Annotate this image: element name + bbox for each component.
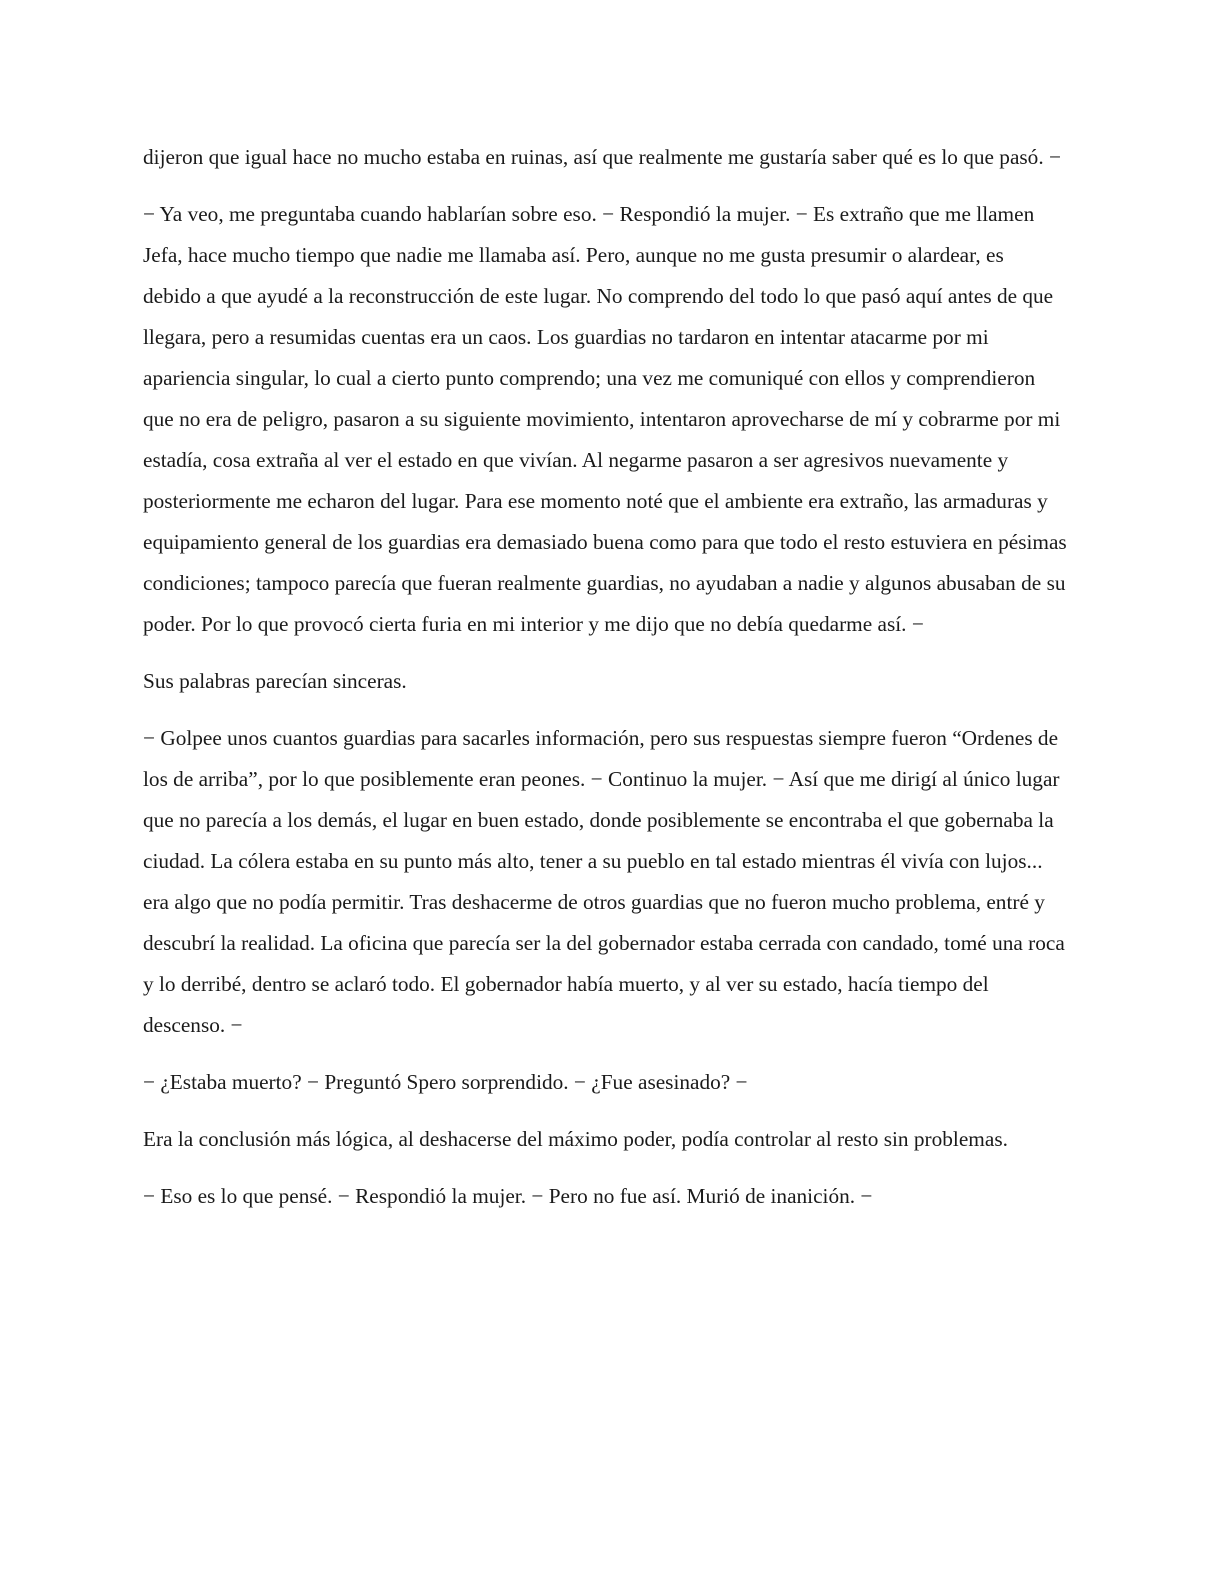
- paragraph: dijeron que igual hace no mucho estaba en ruinas, así que realmente me gustaría saber qué es lo que pasó. −: [143, 145, 1061, 169]
- paragraph: − Ya veo, me preguntaba cuando hablarían sobre eso. − Respondió la mujer. − Es extraño que me llamen Jefa, hace mucho tiempo que nadie me llamaba así. Pero, aunque no me gusta presumir o alardear, es debido a que ayudé a la reconstrucción de este lugar. No comprendo del todo lo que pasó aquí antes de que llegara, pero a resumidas cuentas era un caos. Los guardias no tardaron en intentar atacarme por mi apariencia singular, lo cual a cierto punto comprendo; una vez me comuniqué con ellos y comprendieron que no era de peligro, pasaron a su siguiente movimiento, intentaron aprovecharse de mí y cobrarme por mi estadía, cosa extraña al ver el estado en que vivían. Al negarme pasaron a ser agresivos nuevamente y posteriormente me echaron del lugar. Para ese momento noté que el ambiente era extraño, las armaduras y equipamiento general de los guardias era demasiado buena como para que todo el resto estuviera en pésimas condiciones; tampoco parecía que fueran realmente guardias, no ayudaban a nadie y algunos abusaban de su poder. Por lo que provocó cierta furia en mi interior y me dijo que no debía quedarme así. −: [143, 202, 1067, 636]
- paragraph: Era la conclusión más lógica, al deshacerse del máximo poder, podía controlar al resto sin problemas.: [143, 1127, 1008, 1151]
- document-page: [143, 137, 1067, 1233]
- paragraph: − Eso es lo que pensé. − Respondió la mujer. − Pero no fue así. Murió de inanición. −: [143, 1184, 873, 1208]
- paragraph: − ¿Estaba muerto? − Preguntó Spero sorprendido. − ¿Fue asesinado? −: [143, 1070, 748, 1094]
- paragraph: − Golpee unos cuantos guardias para sacarles información, pero sus respuestas siempre fueron “Ordenes de los de arriba”, por lo que posiblemente eran peones. − Continuo la mujer. − Así que me dirigí al único lugar que no parecía a los demás, el lugar en buen estado, donde posiblemente se encontraba el que gobernaba la ciudad. La cólera estaba en su punto más alto, tener a su pueblo en tal estado mientras él vivía con lujos... era algo que no podía permitir. Tras deshacerme de otros guardias que no fueron mucho problema, entré y descubrí la realidad. La oficina que parecía ser la del gobernador estaba cerrada con candado, tomé una roca y lo derribé, dentro se aclaró todo. El gobernador había muerto, y al ver su estado, hacía tiempo del descenso. −: [143, 726, 1065, 1037]
- paragraph: Sus palabras parecían sinceras.: [143, 669, 407, 693]
